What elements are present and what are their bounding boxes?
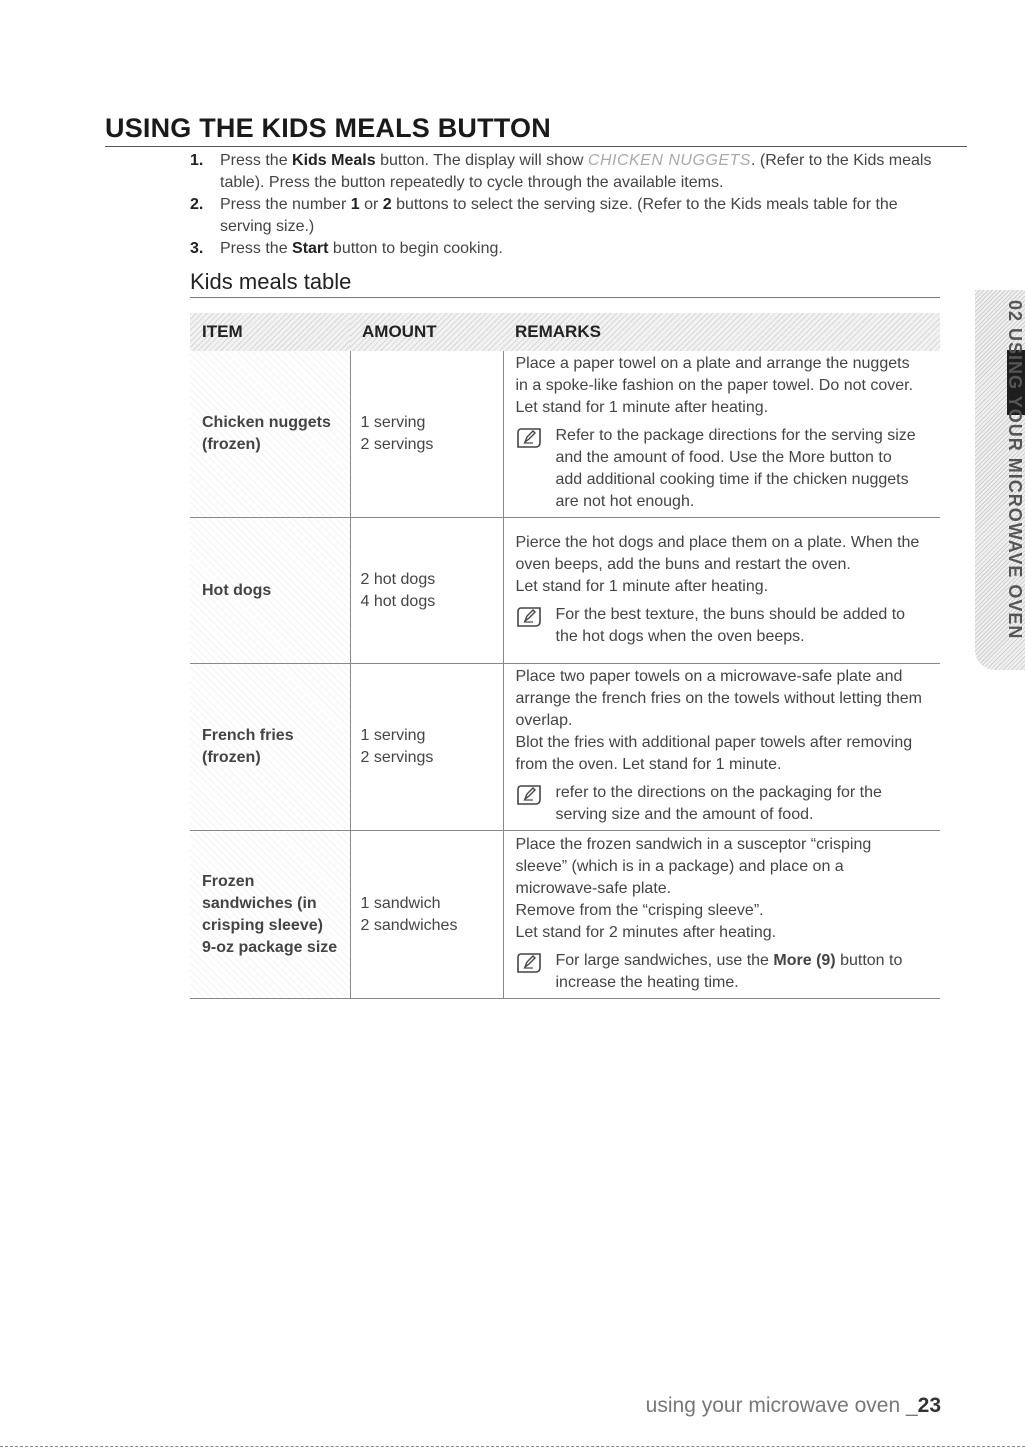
- remarks-cell: Pierce the hot dogs and place them on a plate. When the oven beeps, add the buns and restart the oven. Let stand for 1 minute after heating. For the best texture, the buns should be added to the hot dogs when the oven beeps.: [503, 518, 940, 664]
- remarks-cell: Place two paper towels on a microwave-safe plate and arrange the french fries on the towels without letting them overlap. Blot the fries with additional paper towels after removing from the oven. Let stand for 1 minute. refer to the directions on the packaging for the serving size and the amount of food.: [503, 664, 940, 831]
- table-row: [190, 518, 940, 664]
- step-1: 1. Press the Kids Meals button. The display will show CHICKEN NUGGETS. (Refer to the Kids meals table). Press the button repeatedly to cycle through the available items.: [190, 152, 932, 191]
- kids-meals-table: [190, 313, 940, 999]
- note: Refer to the package directions for the serving size and the amount of food. Use the More button to add additional cooking time if the chicken nuggets are not hot enough.: [516, 425, 923, 513]
- item-cell: Hot dogs: [190, 518, 350, 664]
- table-title: Kids meals table: [190, 268, 940, 298]
- amount-cell: 2 hot dogs 4 hot dogs: [350, 518, 503, 664]
- header-amount: AMOUNT: [350, 313, 503, 351]
- header-remarks: REMARKS: [503, 313, 940, 351]
- item-cell: Frozen sandwiches (in crisping sleeve) 9-oz package size: [190, 831, 350, 999]
- step-3: 3. Press the Start button to begin cooking.: [190, 240, 503, 257]
- note-icon: [516, 784, 542, 806]
- step-2: 2. Press the number 1 or 2 buttons to select the serving size. (Refer to the Kids meals table for the serving size.): [190, 196, 898, 235]
- note: For the best texture, the buns should be added to the hot dogs when the oven beeps.: [516, 604, 923, 648]
- table-row: [190, 664, 940, 831]
- chapter-side-tab: [975, 290, 1025, 670]
- item-cell: Chicken nuggets (frozen): [190, 351, 350, 518]
- page-footer: using your microwave oven _23: [645, 1394, 941, 1417]
- item-cell: French fries (frozen): [190, 664, 350, 831]
- note-icon: [516, 427, 542, 449]
- table-row: [190, 351, 940, 518]
- note: refer to the directions on the packaging for the serving size and the amount of food.: [516, 782, 923, 826]
- chapter-label: 02 USING YOUR MICROWAVE OVEN: [1005, 300, 1025, 640]
- table-header-row: [190, 313, 940, 351]
- page-bottom-rule: [0, 1446, 1025, 1447]
- amount-cell: 1 serving 2 servings: [350, 664, 503, 831]
- instruction-steps: [190, 150, 940, 260]
- amount-cell: 1 sandwich 2 sandwiches: [350, 831, 503, 999]
- display-text: CHICKEN NUGGETS: [587, 152, 751, 169]
- header-item: ITEM: [190, 313, 350, 351]
- note: For large sandwiches, use the More (9) button to increase the heating time.: [516, 950, 923, 994]
- remarks-cell: Place a paper towel on a plate and arrange the nuggets in a spoke-like fashion on the paper towel. Do not cover. Let stand for 1 minute after heating. Refer to the package directions for the serving size and the amount of food. Use the More button to add additional cooking time if the chicken nuggets are not hot enough.: [503, 351, 940, 518]
- note-icon: [516, 606, 542, 628]
- remarks-cell: Place the frozen sandwich in a susceptor “crisping sleeve” (which is in a package) and place on a microwave-safe plate. Remove from the “crisping sleeve”. Let stand for 2 minutes after heating. For large sandwiches, use the More (9) button to increase the heating time.: [503, 831, 940, 999]
- table-row: [190, 831, 940, 999]
- section-heading: USING THE KIDS MEALS BUTTON: [105, 112, 967, 147]
- amount-cell: 1 serving 2 servings: [350, 351, 503, 518]
- note-icon: [516, 952, 542, 974]
- page-number: 23: [917, 1394, 941, 1417]
